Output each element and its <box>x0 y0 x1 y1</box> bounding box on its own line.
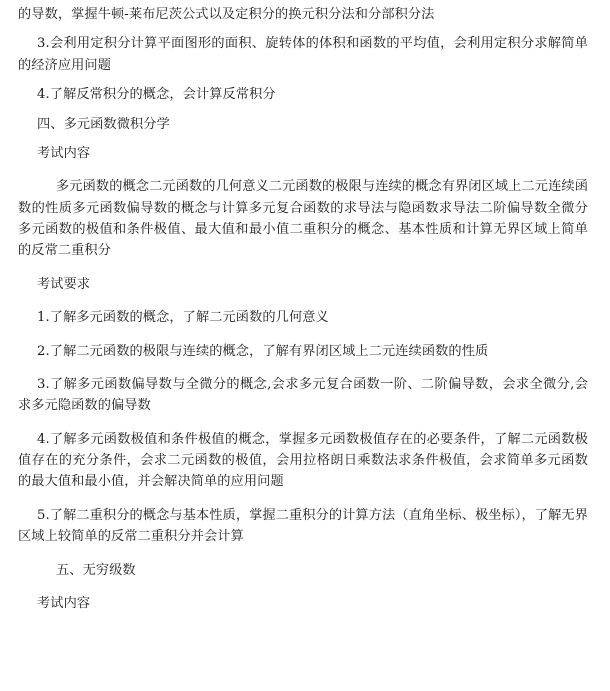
heading-exam-content: 考试内容 <box>37 145 91 161</box>
paragraph-req-2-limit-continuity: 2.了解二元函数的极限与连续的概念，了解有界闭区域上二元连续函数的性质 <box>37 343 489 359</box>
paragraph-req-5-double-integral: 5.了解二重积分的概念与基本性质，掌握二重积分的计算方法（直角坐标、极坐标），了解无界区域上较简单的反常二重积分并会计算 <box>18 507 588 545</box>
paragraph-exam-content-body: 多元函数的概念二元函数的几何意义二元函数的极限与连续的概念有界闭区域上二元连续函数的性质多元函数偏导数的概念与计算多元复合函数的求导法与隐函数求导法二阶偏导数全微分多元函数的极值和条件极值、最大值和最小值二重积分的概念、基本性质和计算无界区域上简单的反常二重积分 <box>18 179 588 259</box>
paragraph-item-4-improper-integral: 4.了解反常积分的概念，会计算反常积分 <box>37 87 276 103</box>
paragraph-item-3-definite-integral-applications: 3.会利用定积分计算平面图形的面积、旋转体的体积和函数的平均值，会利用定积分求解简单的经济应用问题 <box>18 36 588 73</box>
heading-exam-content-2: 考试内容 <box>37 595 91 611</box>
heading-section-five-infinite-series: 五、无穷级数 <box>56 562 136 578</box>
paragraph-req-3-partial-derivatives: 3.了解多元函数偏导数与全微分的概念,会求多元复合函数一阶、二阶偏导数，会求全微分,会求多元隐函数的偏导数 <box>18 376 588 414</box>
heading-section-four-multivariable-calculus: 四、多元函数微积分学 <box>37 116 170 132</box>
paragraph-req-4-extrema-conditional-extrema: 4.了解多元函数极值和条件极值的概念，掌握多元函数极值存在的必要条件，了解二元函数极值存在的充分条件，会求二元函数的极值，会用拉格朗日乘数法求条件极值，会求简单多元函数的最大值和最小值，并会解决简单的应用问题 <box>18 431 588 490</box>
heading-exam-requirements: 考试要求 <box>37 276 91 292</box>
paragraph-continued-derivative-newton-leibniz: 的导数，掌握牛顿-莱布尼茨公式以及定积分的换元积分法和分部积分法 <box>18 7 435 22</box>
paragraph-req-1-multivariable-concept: 1.了解多元函数的概念，了解二元函数的几何意义 <box>37 310 329 326</box>
